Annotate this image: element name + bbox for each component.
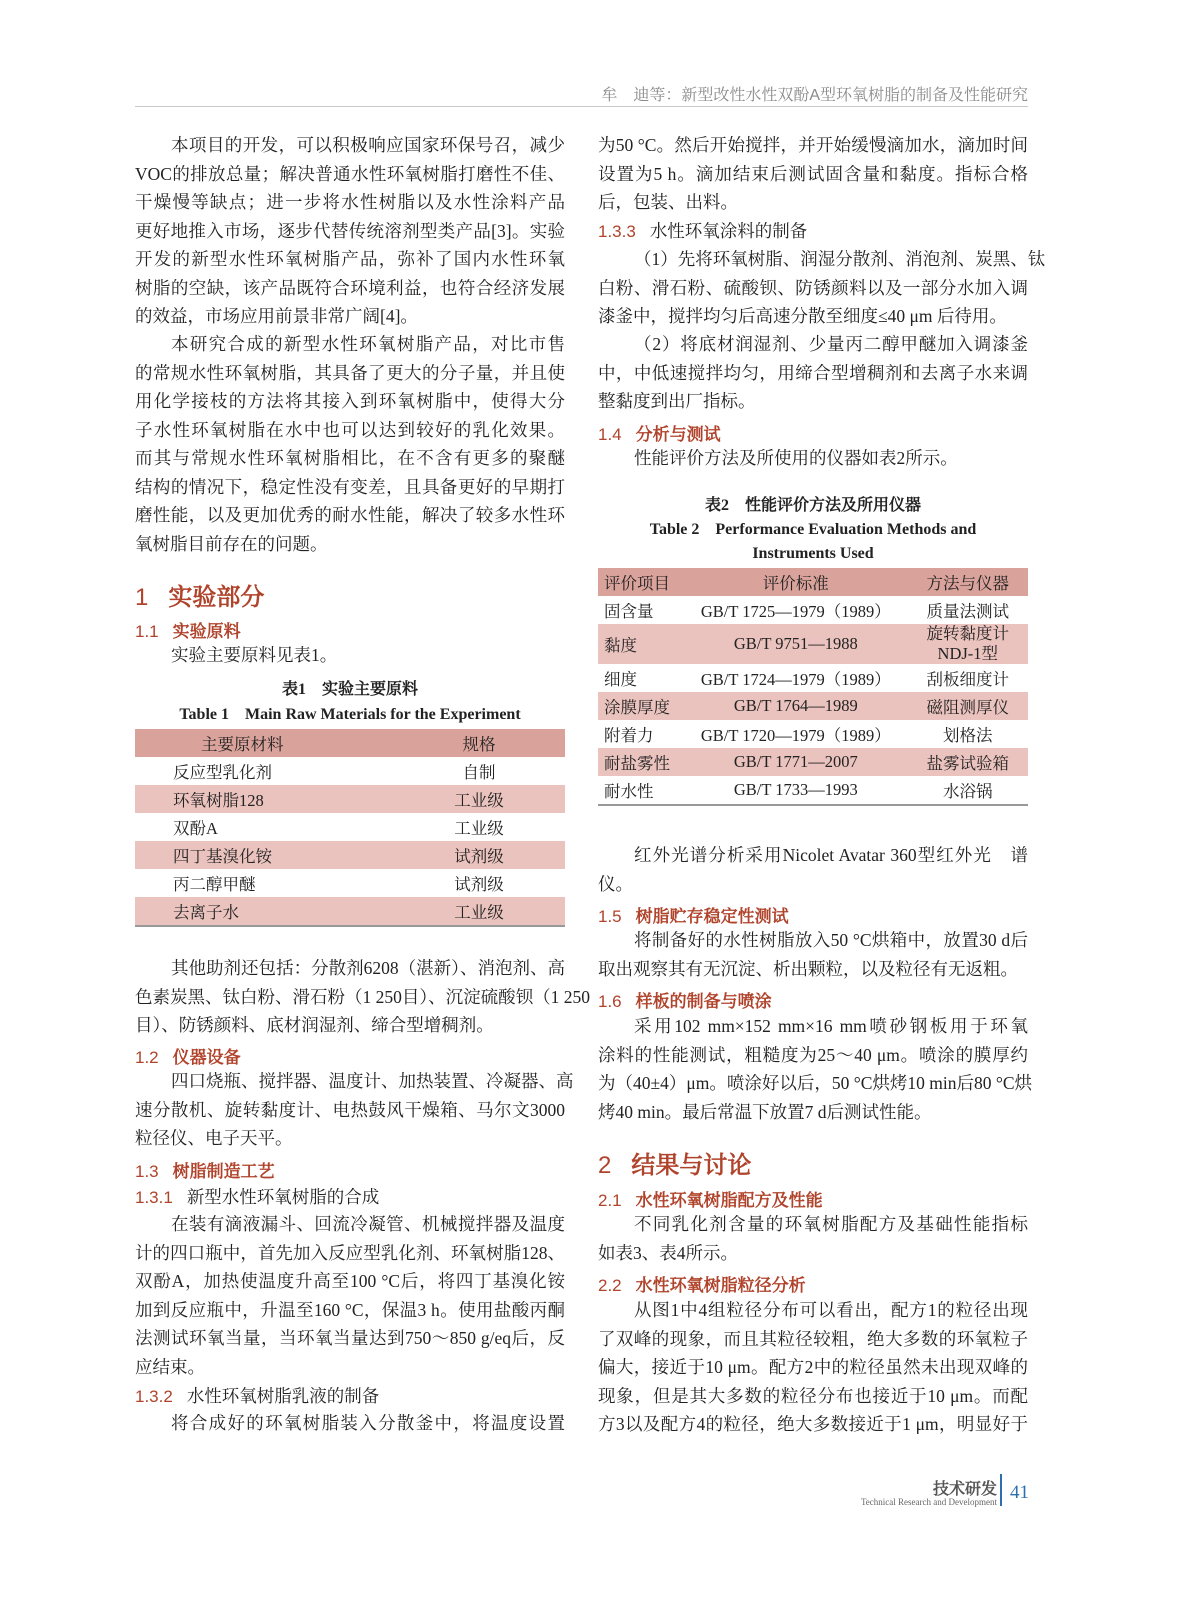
section-title: 水性环氧树脂乳液的制备 bbox=[186, 1386, 380, 1406]
text-line: 方3以及配方4的粒径，绝大多数接近于1 μm，明显好于 bbox=[598, 1414, 1028, 1434]
text-line: 白粉、滑石粉、硫酸钡、防锈颜料以及一部分水加入调 bbox=[598, 277, 1028, 298]
text-line: 而其与常规水性环氧树脂相比，在不含有更多的聚醚 bbox=[135, 448, 565, 468]
text-line: 设置为5 h。滴加结束后测试固含量和黏度。指标合格 bbox=[598, 163, 1028, 184]
table2-caption-cn: 表2 性能评价方法及所用仪器 bbox=[704, 497, 921, 514]
paragraph bbox=[135, 954, 590, 1040]
footer-divider bbox=[1000, 1474, 1002, 1506]
paragraph bbox=[135, 1409, 565, 1438]
text-line: 目）、防锈颜料、底材润湿剂、缔合型增稠剂。 bbox=[135, 1015, 494, 1035]
table2-caption-en: Table 2 Performance Evaluation Methods and bbox=[649, 521, 977, 538]
text-line: 磨性能，以及更加优秀的耐水性能，解决了较多水性环 bbox=[135, 505, 565, 525]
section-number: 2.2 bbox=[598, 1276, 622, 1295]
text-line: 涂料的性能测试，粗糙度为25～40 μm。喷涂的膜厚约 bbox=[598, 1044, 1028, 1065]
text-line: 双酚A，加热使温度升高至100 °C后，将四丁基溴化铵 bbox=[135, 1271, 565, 1291]
table-cell: GB/T 9751—1988 bbox=[684, 624, 908, 664]
text-line: 计的四口瓶中，首先加入反应型乳化剂、环氧树脂128、 bbox=[135, 1242, 565, 1263]
paragraph bbox=[135, 330, 565, 558]
text-line: 的效益，市场应用前景非常广阔[4]。 bbox=[135, 306, 418, 326]
subsection-heading bbox=[598, 1271, 806, 1296]
table-cell: 去离子水 bbox=[135, 897, 393, 926]
table-cell: GB/T 1733—1993 bbox=[733, 780, 858, 799]
section-title: 水性环氧树脂粒径分析 bbox=[635, 1276, 806, 1295]
table-header-row bbox=[135, 729, 565, 757]
table-cell: 耐盐雾性 bbox=[598, 748, 684, 776]
section-number: 1.4 bbox=[598, 425, 622, 444]
text-line: 在装有滴液漏斗、回流冷凝管、机械搅拌器及温度 bbox=[171, 1214, 565, 1234]
section-number: 2.1 bbox=[598, 1191, 622, 1210]
text-line: 仪。 bbox=[598, 873, 633, 894]
section-title: 结果与讨论 bbox=[631, 1152, 752, 1179]
text-line: 子水性环氧树脂在水中也可以达到较好的乳化效果。 bbox=[135, 419, 565, 440]
table-cell: 四丁基溴化铵 bbox=[135, 841, 393, 869]
text-line: 实验主要原料见表1。 bbox=[171, 645, 338, 665]
table-cell: GB/T 1771—2007 bbox=[684, 748, 908, 776]
section-number: 1.1 bbox=[135, 622, 159, 641]
section-number: 1.2 bbox=[135, 1048, 159, 1067]
text-line: 开发的新型水性环氧树脂产品，弥补了国内水性环氧 bbox=[135, 249, 565, 269]
subsection-heading bbox=[598, 420, 721, 445]
table-cell: 黏度 bbox=[598, 624, 684, 664]
text-line: 色素炭黑、钛白粉、滑石粉（1 250目）、沉淀硫酸钡（1 250 bbox=[135, 986, 590, 1007]
text-line: 四口烧瓶、搅拌器、温度计、加热装置、冷凝器、高 bbox=[171, 1071, 574, 1091]
text-line: （2）将底材润湿剂、少量丙二醇甲醚加入调漆釜 bbox=[634, 334, 1028, 354]
text-line: 本项目的开发，可以积极响应国家环保号召，减少 bbox=[171, 135, 565, 155]
paragraph bbox=[598, 1012, 1033, 1126]
subsection-heading bbox=[598, 1186, 823, 1211]
section-number: 1 bbox=[135, 584, 149, 611]
footer-section-cn: 技术研发 bbox=[932, 1481, 997, 1498]
subsection-heading bbox=[135, 1043, 241, 1068]
table-cell: GB/T 1725—1979（1989） bbox=[700, 602, 891, 621]
table-cell: 工业级 bbox=[393, 785, 565, 813]
table-cell: 固含量 bbox=[604, 602, 654, 621]
text-line: 不同乳化剂含量的环氧树脂配方及基础性能指标 bbox=[634, 1214, 1028, 1234]
paragraph bbox=[598, 1210, 1028, 1267]
text-line: 现象，但是其大多数的粒径分布也接近于10 μm。而配 bbox=[598, 1385, 1028, 1406]
section-title: 样板的制备与喷涂 bbox=[635, 992, 772, 1011]
table-row bbox=[135, 785, 565, 813]
section-title: 水性环氧树脂配方及性能 bbox=[635, 1191, 823, 1210]
subsubsection-heading bbox=[598, 218, 807, 243]
subsubsection-heading bbox=[135, 1184, 379, 1209]
column-header: 评价标准 bbox=[684, 568, 908, 596]
column-header: 评价项目 bbox=[598, 568, 684, 596]
table-cell: 附着力 bbox=[604, 726, 654, 745]
footer-section-en: Technical Research and Development bbox=[860, 1497, 997, 1507]
table-cell: 细度 bbox=[604, 670, 637, 689]
section-title: 实验原料 bbox=[172, 622, 241, 641]
text-line: 将制备好的水性树脂放入50 °C烘箱中，放置30 d后 bbox=[634, 930, 1028, 950]
paragraph bbox=[598, 245, 1046, 331]
section-number: 1.3 bbox=[135, 1162, 159, 1181]
subsection-heading bbox=[598, 902, 789, 927]
table-cell: 盐雾试验箱 bbox=[908, 748, 1028, 776]
paragraph bbox=[135, 641, 565, 670]
text-line: 树脂的空缺，该产品既符合环境利益，也符合经济发展 bbox=[135, 277, 565, 298]
table-cell: 涂膜厚度 bbox=[598, 692, 684, 720]
table-row bbox=[135, 813, 565, 841]
text-line: 性能评价方法及所使用的仪器如表2所示。 bbox=[634, 448, 958, 468]
table1-caption-cn: 表1 实验主要原料 bbox=[281, 681, 418, 698]
subsection-heading bbox=[135, 1157, 275, 1182]
section-number: 1.3.2 bbox=[135, 1387, 173, 1406]
text-line: 红外光谱分析采用Nicolet Avatar 360型红外光 谱 bbox=[634, 845, 1028, 865]
text-line: 用化学接枝的方法将其接入到环氧树脂中，使得大分 bbox=[135, 391, 565, 411]
section-number: 1.3.3 bbox=[598, 222, 636, 241]
paragraph bbox=[598, 841, 1028, 898]
section-heading bbox=[135, 577, 264, 612]
table-row bbox=[135, 841, 565, 869]
table-cell: 质量法测试 bbox=[926, 602, 1010, 621]
table-row bbox=[598, 596, 1028, 624]
table2-caption-en-cont: Instruments Used bbox=[752, 545, 874, 562]
table-cell: 自制 bbox=[462, 763, 496, 782]
table1 bbox=[135, 729, 565, 927]
table-row bbox=[598, 776, 1028, 805]
table-cell: 旋转黏度计 NDJ-1型 bbox=[908, 624, 1028, 664]
text-line: 烤40 min。最后常温下放置7 d后测试性能。 bbox=[598, 1101, 932, 1122]
table-cell: 刮板细度计 bbox=[926, 670, 1010, 689]
section-title: 树脂贮存稳定性测试 bbox=[635, 907, 789, 926]
text-line: 其他助剂还包括：分散剂6208（湛新）、消泡剂、高 bbox=[171, 958, 565, 978]
table2 bbox=[598, 568, 1028, 806]
paragraph bbox=[598, 926, 1028, 983]
table-cell: 反应型乳化剂 bbox=[173, 763, 272, 782]
section-title: 分析与测试 bbox=[635, 425, 721, 444]
table-cell: 磁阻测厚仪 bbox=[908, 692, 1028, 720]
table-cell: 双酚A bbox=[173, 819, 218, 838]
table-cell: 工业级 bbox=[454, 819, 504, 838]
table-cell: GB/T 1720—1979（1989） bbox=[700, 726, 891, 745]
text-line: 结构的情况下，稳定性没有变差，且具备更好的早期打 bbox=[135, 476, 565, 497]
table-row bbox=[598, 692, 1028, 720]
table-cell: 划格法 bbox=[943, 726, 993, 745]
section-title: 仪器设备 bbox=[172, 1048, 241, 1067]
text-line: 漆釜中，搅拌均匀后高速分散至细度≤40 μm 后待用。 bbox=[598, 306, 1007, 326]
text-line: 从图1中4组粒径分布可以看出，配方1的粒径出现 bbox=[634, 1300, 1028, 1320]
table-row bbox=[135, 869, 565, 897]
page-number: 41 bbox=[1010, 1482, 1029, 1503]
section-number: 1.6 bbox=[598, 992, 622, 1011]
table-row bbox=[598, 624, 1028, 664]
table-cell: GB/T 1724—1979（1989） bbox=[700, 670, 891, 689]
text-line: 整黏度到出厂指标。 bbox=[598, 391, 756, 411]
text-line: 本研究合成的新型水性环氧树脂产品，对比市售 bbox=[171, 334, 565, 354]
text-line: 氧树脂目前存在的问题。 bbox=[135, 533, 328, 554]
section-number: 2 bbox=[598, 1152, 612, 1179]
table-cell: 丙二醇甲醚 bbox=[173, 875, 256, 894]
text-line: （1）先将环氧树脂、润湿分散剂、消泡剂、炭黑、钛 bbox=[634, 249, 1046, 269]
paragraph bbox=[598, 1296, 1028, 1439]
table-cell: 耐水性 bbox=[604, 782, 654, 801]
table-row bbox=[135, 757, 565, 785]
paragraph bbox=[135, 1067, 574, 1153]
table-row bbox=[135, 897, 565, 926]
section-title: 新型水性环氧树脂的合成 bbox=[186, 1187, 380, 1207]
text-line: 后，包装、出料。 bbox=[598, 192, 738, 212]
text-line: 中，中低速搅拌均匀，用缔合型增稠剂和去离子水来调 bbox=[598, 362, 1028, 383]
section-number: 1.5 bbox=[598, 907, 622, 926]
table-cell: GB/T 1764—1989 bbox=[684, 692, 908, 720]
table-cell: 水浴锅 bbox=[943, 782, 993, 801]
text-line: 干燥慢等缺点；进一步将水性树脂以及水性涂料产品 bbox=[135, 192, 565, 212]
subsection-heading bbox=[135, 617, 241, 642]
section-title: 树脂制造工艺 bbox=[172, 1162, 275, 1181]
text-line: 了双峰的现象，而且其粒径较粗，绝大多数的环氧粒子 bbox=[598, 1328, 1028, 1349]
paragraph bbox=[598, 330, 1028, 416]
table-cell: 试剂级 bbox=[393, 841, 565, 869]
text-line: 速分散机、旋转黏度计、电热鼓风干燥箱、马尔文3000 bbox=[135, 1099, 565, 1120]
section-number: 1.3.1 bbox=[135, 1188, 173, 1207]
text-line: 将合成好的环氧树脂装入分散釜中，将温度设置 bbox=[171, 1413, 565, 1433]
text-line: 法测试环氧当量，当环氧当量达到750～850 g/eq后，反 bbox=[135, 1328, 565, 1348]
section-title: 实验部分 bbox=[168, 584, 265, 611]
text-line: 粒径仪、电子天平。 bbox=[135, 1128, 293, 1148]
subsection-heading bbox=[598, 987, 772, 1012]
column-header: 方法与仪器 bbox=[908, 568, 1028, 596]
text-line: VOC的排放总量；解决普通水性环氧树脂打磨性不佳、 bbox=[135, 163, 565, 184]
section-title: 水性环氧涂料的制备 bbox=[649, 221, 808, 241]
header-divider bbox=[135, 106, 1028, 107]
table-cell: 工业级 bbox=[393, 897, 565, 926]
table-row bbox=[598, 720, 1028, 748]
text-line: 更好地推入市场，逐步代替传统溶剂型类产品[3]。实验 bbox=[135, 220, 565, 241]
table-cell: 试剂级 bbox=[454, 875, 504, 894]
paragraph bbox=[598, 131, 1028, 217]
running-header: 牟 迪等：新型改性水性双酚A型环氧树脂的制备及性能研究 bbox=[601, 87, 1028, 104]
text-line: 偏大，接近于10 μm。配方2中的粒径虽然未出现双峰的 bbox=[598, 1357, 1028, 1377]
table-row bbox=[598, 748, 1028, 776]
table-header-row bbox=[598, 568, 1028, 596]
text-line: 采用102 mm×152 mm×16 mm喷砂钢板用于环氧 bbox=[634, 1016, 1028, 1036]
text-line: 为（40±4）μm。喷涂好以后，50 °C烘烤10 min后80 °C烘 bbox=[598, 1073, 1033, 1093]
text-line: 应结束。 bbox=[135, 1356, 205, 1377]
text-line: 为50 °C。然后开始搅拌，并开始缓慢滴加水，滴加时间 bbox=[598, 135, 1028, 155]
paragraph bbox=[135, 1210, 565, 1381]
table-cell: 环氧树脂128 bbox=[135, 785, 393, 813]
paragraph bbox=[135, 131, 565, 331]
section-heading bbox=[598, 1145, 751, 1180]
text-line: 取出观察其有无沉淀、析出颗粒，以及粒径有无返粗。 bbox=[598, 958, 1018, 979]
text-line: 如表3、表4所示。 bbox=[598, 1242, 738, 1263]
text-line: 的常规水性环氧树脂，其具备了更大的分子量，并且使 bbox=[135, 362, 565, 383]
table-row bbox=[598, 664, 1028, 692]
column-header: 规格 bbox=[393, 729, 565, 757]
column-header: 主要原材料 bbox=[135, 729, 393, 757]
subsubsection-heading bbox=[135, 1383, 379, 1408]
table1-caption-en: Table 1 Main Raw Materials for the Experiment bbox=[179, 706, 521, 723]
paragraph bbox=[598, 444, 1028, 473]
text-line: 加到反应瓶中，升温至160 °C，保温3 h。使用盐酸丙酮 bbox=[135, 1299, 565, 1320]
